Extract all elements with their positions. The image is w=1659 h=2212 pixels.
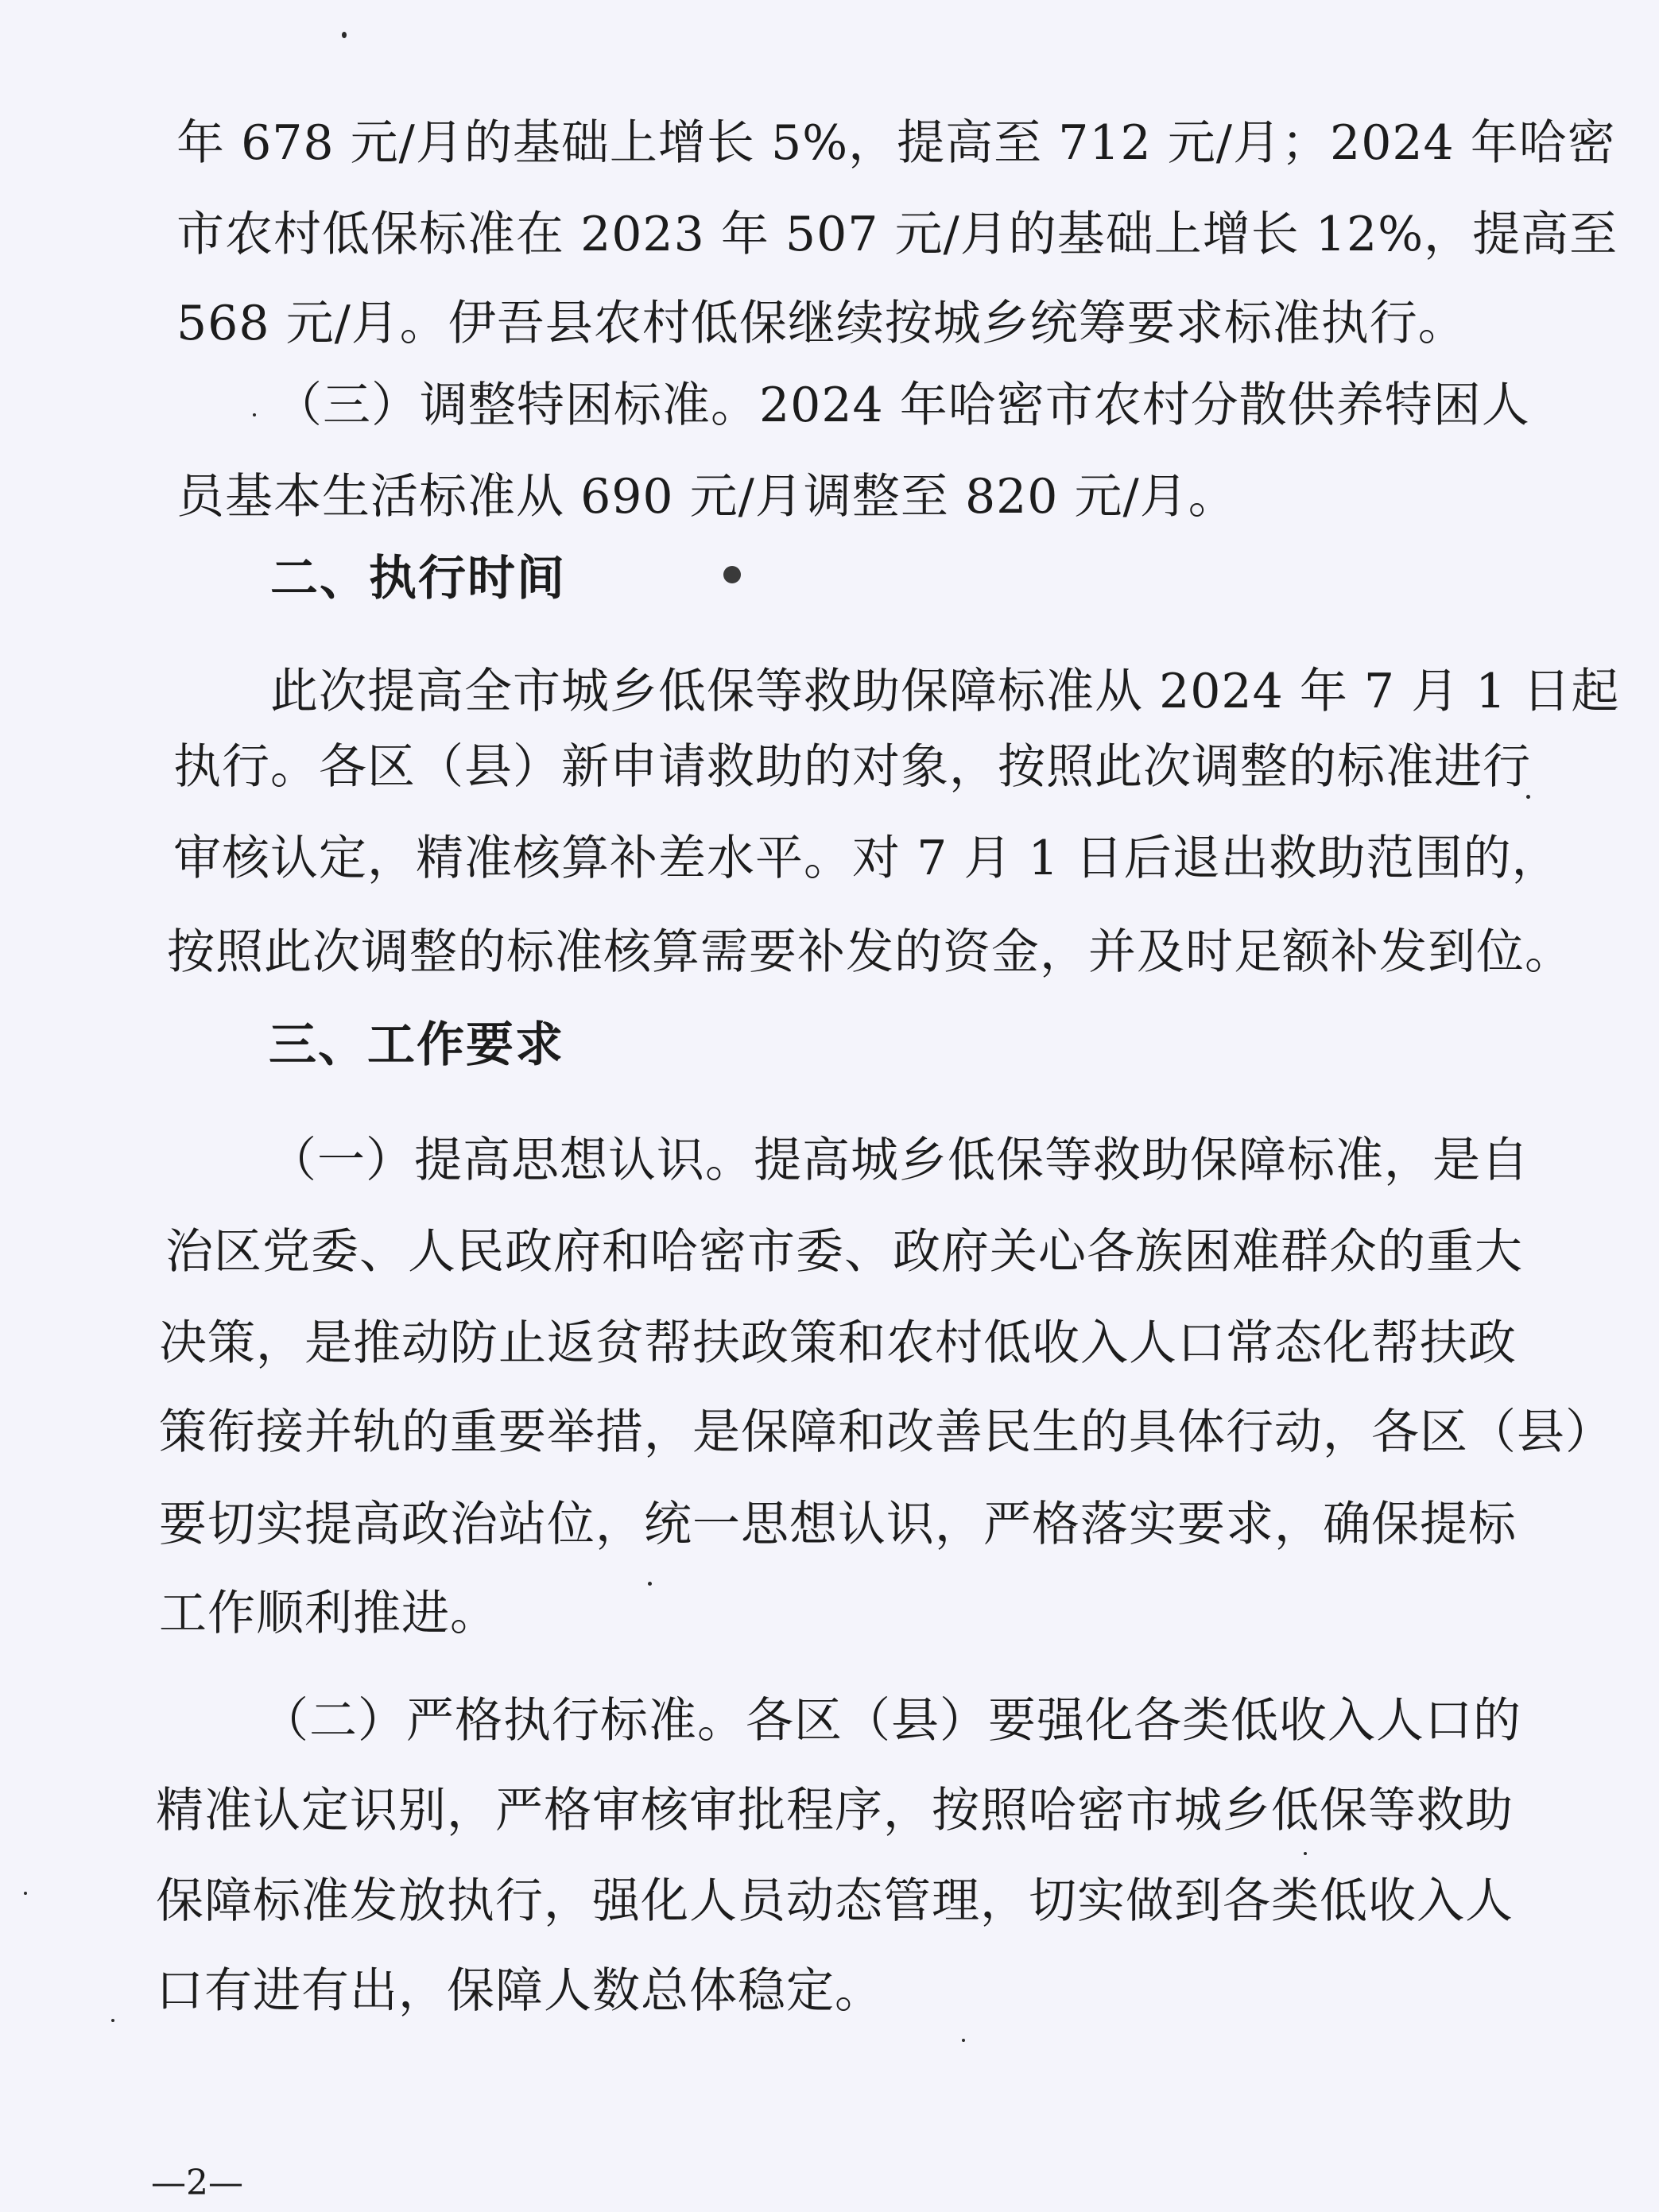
text-line: 治区党委、人民政府和哈密市委、政府关心各族困难群众的重大 <box>165 1224 1523 1280</box>
text-line: （一）提高思想认识。提高城乡低保等救助保障标准，是自 <box>269 1133 1529 1188</box>
text-line: 精准认定识别，严格审核审批程序，按照哈密市城乡低保等救助 <box>156 1783 1514 1838</box>
section-heading: 三、工作要求 <box>269 1017 564 1073</box>
section-heading: 二、执行时间 <box>270 551 566 606</box>
scan-speck <box>962 2039 965 2042</box>
page-number: —2— <box>151 2163 243 2203</box>
text-line: 策衔接并轨的重要举措，是保障和改善民生的具体行动，各区（县） <box>159 1404 1614 1460</box>
text-line: 保障标准发放执行，强化人员动态管理，切实做到各类低收入人 <box>156 1873 1514 1929</box>
scan-speck <box>253 413 256 416</box>
scan-speck <box>648 1582 652 1586</box>
text-line: 决策，是推动防止返贫帮扶政策和农村低收入人口常态化帮扶政 <box>159 1315 1517 1371</box>
scan-speck <box>24 1892 27 1895</box>
text-line: 审核认定，精准核算补差水平。对 7 月 1 日后退出救助范围的， <box>173 831 1560 886</box>
scan-speck <box>1304 1852 1307 1855</box>
text-line: 此次提高全市城乡低保等救助保障标准从 2024 年 7 月 1 日起 <box>270 664 1620 719</box>
text-line: 按照此次调整的标准核算需要补发的资金，并及时足额补发到位。 <box>167 924 1573 980</box>
scan-speck <box>111 2019 114 2022</box>
text-line: 员基本生活标准从 690 元/月调整至 820 元/月。 <box>176 469 1237 525</box>
scan-speck <box>342 32 347 38</box>
text-line: 口有进有出，保障人数总体稳定。 <box>156 1963 883 2019</box>
scan-speck <box>1526 795 1530 799</box>
text-line: （三）调整特困标准。2024 年哈密市农村分散供养特困人 <box>274 378 1530 433</box>
text-line: 工作顺利推进。 <box>159 1586 498 1641</box>
text-line: 市农村低保标准在 2023 年 507 元/月的基础上增长 12%，提高至 <box>176 207 1618 262</box>
text-line: （二）严格执行标准。各区（县）要强化各类低收入人口的 <box>261 1693 1521 1749</box>
text-line: 568 元/月。伊吾县农村低保继续按城乡统筹要求标准执行。 <box>176 296 1467 351</box>
text-line: 执行。各区（县）新申请救助的对象，按照此次调整的标准进行 <box>173 739 1531 795</box>
text-line: 要切实提高政治站位，统一思想认识，严格落实要求，确保提标 <box>159 1497 1517 1552</box>
text-line: 年 678 元/月的基础上增长 5%，提高至 712 元/月；2024 年哈密 <box>176 115 1616 171</box>
scan-speck <box>723 566 741 583</box>
